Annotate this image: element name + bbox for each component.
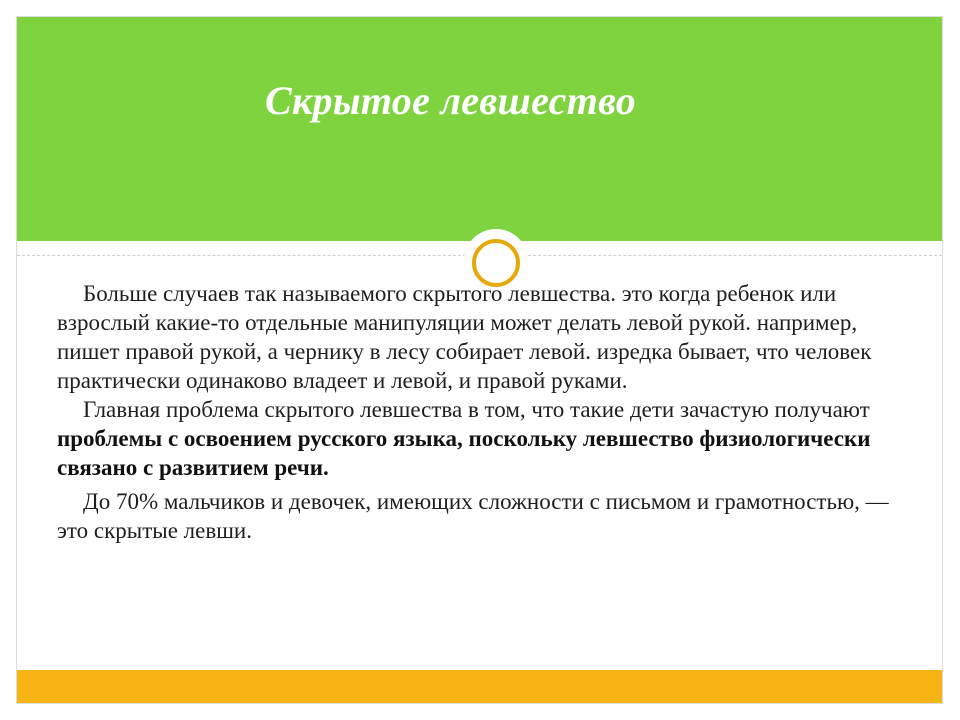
slide-footer-bar <box>17 670 942 703</box>
paragraph-2 <box>57 395 907 482</box>
paragraph-2-emphasis: проблемы с освоением русского языка, поскольку левшество физиологически связано с развитием речи. <box>57 426 871 480</box>
paragraph-2-text: Главная проблема скрытого левшества в том, что такие дети зачастую получают <box>83 397 870 422</box>
slide-title: Скрытое левшество <box>265 78 637 123</box>
slide-header <box>17 17 942 241</box>
paragraph-1: Больше случаев так называемого скрытого левшества. это когда ребенок или взрослый какие-то отдельные манипуляции может делать левой рукой. например, пишет правой рукой, а чернику в лесу собирает левой. изредка бывает, что человек практически одинаково владеет и левой, и правой руками. <box>57 281 872 393</box>
slide-body <box>57 279 907 545</box>
slide <box>16 16 943 704</box>
paragraph-3: До 70% мальчиков и девочек, имеющих сложности с письмом и грамотностью, — это скрытые левши. <box>57 489 889 543</box>
